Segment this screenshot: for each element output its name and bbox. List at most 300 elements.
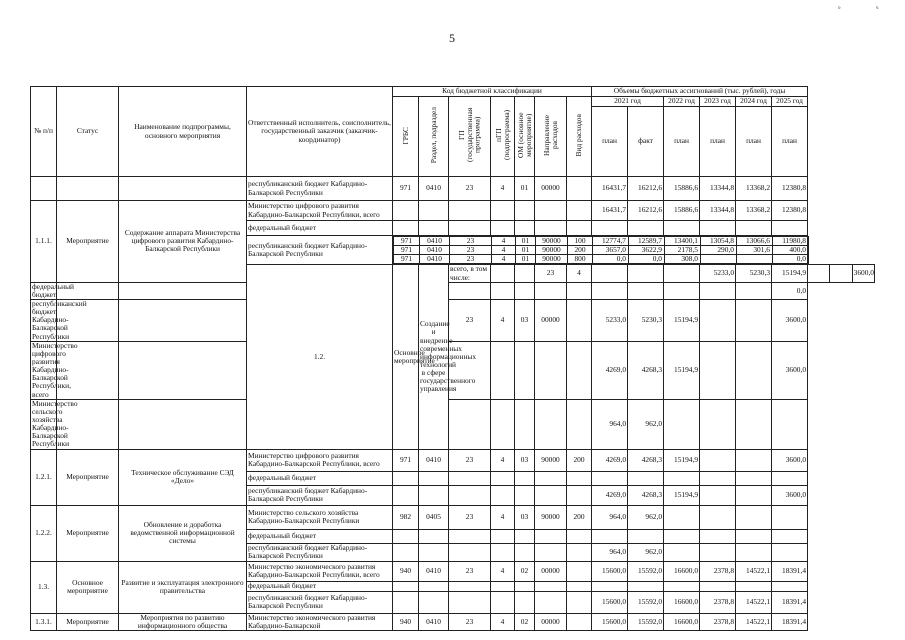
code-rz xyxy=(119,282,247,299)
value-cell xyxy=(736,282,772,299)
value-cell xyxy=(736,581,772,591)
code-om xyxy=(515,543,535,561)
code-rz xyxy=(419,471,449,485)
value-cell: 13054,8 xyxy=(701,237,737,246)
code-vr: 200 xyxy=(567,449,592,471)
value-cell: 15600,0 xyxy=(592,613,628,630)
value-cell: 2178,5 xyxy=(665,246,701,255)
code-nr: 00000 xyxy=(535,299,567,341)
code-om xyxy=(515,341,535,399)
header-kbk-napr: Направление расходов xyxy=(535,97,567,177)
header-year-2023: 2023 год xyxy=(700,97,736,107)
value-cell: 15194,9 xyxy=(664,299,700,341)
code-pgp xyxy=(491,543,515,561)
code-gp xyxy=(449,471,491,485)
value-cell: 15600,0 xyxy=(592,561,628,581)
value-cell: 2378,8 xyxy=(700,561,736,581)
table-body xyxy=(31,177,875,631)
row-executor: федеральный бюджет xyxy=(247,529,393,543)
value-cell: 18391,4 xyxy=(772,561,808,581)
page-number: 5 xyxy=(449,31,455,45)
value-cell: 13344,8 xyxy=(700,201,736,221)
code-om: 02 xyxy=(515,561,535,581)
header-fact: факт xyxy=(628,107,664,177)
header-status: Статус xyxy=(57,87,119,177)
code-vr xyxy=(567,341,592,399)
code-rz: 0405 xyxy=(419,505,449,529)
code-nr xyxy=(535,282,567,299)
code-gp xyxy=(449,543,491,561)
value-cell xyxy=(772,471,808,485)
code-om xyxy=(515,399,535,449)
value-cell xyxy=(592,581,628,591)
value-cell: 962,0 xyxy=(628,543,664,561)
row-num: 1.3.1. xyxy=(31,613,57,630)
code-rz xyxy=(515,265,535,282)
code-gp: 23 xyxy=(449,505,491,529)
header-num: № п/п xyxy=(31,87,57,177)
value-cell xyxy=(772,399,808,449)
code-vr xyxy=(567,177,592,201)
value-cell xyxy=(700,221,736,236)
sub-row xyxy=(394,255,809,264)
code-nr xyxy=(535,581,567,591)
code-rz: 0410 xyxy=(420,255,450,264)
value-cell xyxy=(664,543,700,561)
code-nr xyxy=(535,543,567,561)
value-cell xyxy=(664,505,700,529)
header-year-2025: 2025 год xyxy=(772,97,808,107)
code-rz xyxy=(419,581,449,591)
value-cell xyxy=(700,471,736,485)
value-cell xyxy=(664,399,700,449)
code-pgp: 4 xyxy=(492,237,516,246)
row-executor: федеральный бюджет xyxy=(247,471,393,485)
row-num xyxy=(31,177,57,201)
value-cell: 3600,0 xyxy=(772,341,808,399)
row-num: 1.2. xyxy=(247,265,393,449)
row-executor: федеральный бюджет xyxy=(32,281,74,299)
value-cell: 13066,6 xyxy=(737,237,773,246)
value-cell: 964,0 xyxy=(592,399,628,449)
value-cell: 16212,6 xyxy=(628,177,664,201)
header-year-2024: 2024 год xyxy=(736,97,772,107)
value-cell: 0,0 xyxy=(629,255,665,264)
value-cell xyxy=(664,471,700,485)
code-pgp: 4 xyxy=(491,299,515,341)
row-status xyxy=(57,177,119,201)
code-vr xyxy=(567,201,592,221)
code-gp: 23 xyxy=(449,177,491,201)
value-cell: 962,0 xyxy=(628,399,664,449)
value-cell: 4269,0 xyxy=(592,449,628,471)
code-pgp xyxy=(491,201,515,221)
value-cell: 4268,3 xyxy=(628,485,664,505)
row-executor: республиканский бюджет Кабардино-Балкарской Республики xyxy=(247,236,393,265)
row-name: Создание и внедрение современных информационных технологий в сфере государственного управления xyxy=(419,265,449,449)
value-cell xyxy=(736,485,772,505)
code-om xyxy=(515,282,535,299)
value-cell: 964,0 xyxy=(592,543,628,561)
value-cell: 18391,4 xyxy=(772,591,808,613)
value-cell xyxy=(700,581,736,591)
code-om: 01 xyxy=(515,177,535,201)
row-executor: республиканский бюджет Кабардино-Балкарской Республики xyxy=(247,485,393,505)
code-vr xyxy=(567,581,592,591)
table-row xyxy=(31,399,875,449)
value-cell xyxy=(628,471,664,485)
code-vr: 100 xyxy=(568,237,593,246)
code-gp xyxy=(449,282,491,299)
code-gp xyxy=(449,399,491,449)
value-cell: 14522,1 xyxy=(736,613,772,630)
value-cell xyxy=(628,282,664,299)
code-vr xyxy=(567,282,592,299)
code-om xyxy=(515,591,535,613)
code-vr xyxy=(567,485,592,505)
row-executor: Министерство цифрового развития Кабардино-Балкарской Республики, всего xyxy=(247,201,393,221)
code-om xyxy=(515,529,535,543)
value-cell: 0,0 xyxy=(772,282,808,299)
row-name xyxy=(119,177,247,201)
value-cell xyxy=(664,581,700,591)
code-vr xyxy=(567,529,592,543)
header-year-2022: 2022 год xyxy=(664,97,700,107)
code-rz xyxy=(119,341,247,399)
code-grbs xyxy=(491,265,515,282)
code-grbs xyxy=(393,581,419,591)
header-kbk: Код бюджетной классификации xyxy=(393,87,592,97)
code-nr xyxy=(535,471,567,485)
code-grbs: 971 xyxy=(394,255,420,264)
value-cell: 13344,8 xyxy=(700,177,736,201)
code-pgp xyxy=(491,221,515,236)
row-name: Техническое обслуживание СЭД «Дело» xyxy=(119,449,247,505)
code-rz xyxy=(419,543,449,561)
row-executor: федеральный бюджет xyxy=(247,221,393,236)
code-pgp xyxy=(491,282,515,299)
value-cell xyxy=(628,529,664,543)
header-executor: Ответственный исполнитель, соисполнитель, государственный заказчик (заказчик-координатор) xyxy=(247,87,393,177)
value-cell: 15600,0 xyxy=(592,591,628,613)
code-om: 03 xyxy=(515,505,535,529)
code-pgp: 4 xyxy=(567,265,592,282)
sub-row xyxy=(394,237,809,246)
code-nr xyxy=(535,399,567,449)
value-cell: 14522,1 xyxy=(736,561,772,581)
row-num: 1.3. xyxy=(31,561,57,613)
row-num: 1.1.1. xyxy=(31,201,57,283)
header-plan: план xyxy=(736,107,772,177)
corner-mark: ч xyxy=(876,6,879,11)
value-cell xyxy=(700,299,736,341)
code-grbs xyxy=(393,485,419,505)
row-status: Мероприятие xyxy=(57,613,119,630)
value-cell xyxy=(592,282,628,299)
code-nr xyxy=(535,485,567,505)
code-om: 02 xyxy=(515,613,535,630)
code-nr: 90000 xyxy=(536,246,568,255)
code-gp: 23 xyxy=(449,613,491,630)
code-rz xyxy=(419,591,449,613)
code-vr xyxy=(567,299,592,341)
code-nr: 00000 xyxy=(535,177,567,201)
row-status: Мероприятие xyxy=(57,505,119,561)
row-status: Основное мероприятие xyxy=(57,561,119,613)
value-cell: 16431,7 xyxy=(592,177,628,201)
row-name: Мероприятия по развитию информационного общества xyxy=(119,613,247,630)
code-rz xyxy=(119,299,247,341)
value-cell: 0,0 xyxy=(773,255,809,264)
sub-row xyxy=(394,246,809,255)
value-cell xyxy=(808,265,830,282)
row-executor: Министерство цифрового развития Кабардино-Балкарской Республики, всего xyxy=(32,340,78,399)
code-rz xyxy=(419,221,449,236)
code-pgp xyxy=(491,529,515,543)
value-cell xyxy=(772,529,808,543)
table-row xyxy=(31,449,875,471)
row-num: 1.2.2. xyxy=(31,505,57,561)
value-cell xyxy=(772,543,808,561)
header-year-2021: 2021 год xyxy=(592,97,664,107)
code-grbs: 971 xyxy=(394,237,420,246)
code-nr xyxy=(535,201,567,221)
code-pgp: 4 xyxy=(491,505,515,529)
code-gp: 23 xyxy=(450,246,492,255)
code-gp: 23 xyxy=(449,449,491,471)
code-om xyxy=(592,265,628,282)
value-cell xyxy=(700,399,736,449)
table-row xyxy=(31,613,875,630)
code-pgp: 4 xyxy=(491,177,515,201)
value-cell: 290,0 xyxy=(701,246,737,255)
value-cell: 13368,2 xyxy=(736,177,772,201)
code-om: 01 xyxy=(516,255,536,264)
value-cell xyxy=(736,299,772,341)
value-cell xyxy=(700,505,736,529)
value-cell xyxy=(700,282,736,299)
value-cell: 964,0 xyxy=(592,505,628,529)
code-nr xyxy=(535,221,567,236)
row-status: Мероприятие xyxy=(57,201,119,283)
code-nr xyxy=(535,529,567,543)
value-cell: 16600,0 xyxy=(664,613,700,630)
header-volumes: Объемы бюджетных ассигнований (тыс. рублей), годы xyxy=(592,87,808,97)
code-rz: 0410 xyxy=(419,449,449,471)
code-grbs xyxy=(393,591,419,613)
value-cell: 3622,9 xyxy=(629,246,665,255)
code-rz: 0410 xyxy=(420,237,450,246)
table-row xyxy=(31,505,875,529)
value-cell: 15886,6 xyxy=(664,177,700,201)
code-nr: 90000 xyxy=(536,237,568,246)
value-cell xyxy=(736,505,772,529)
value-cell: 4269,0 xyxy=(592,341,628,399)
value-cell xyxy=(772,505,808,529)
value-cell: 16212,6 xyxy=(628,201,664,221)
code-vr: 200 xyxy=(567,505,592,529)
code-om xyxy=(515,485,535,505)
table-row xyxy=(31,299,875,341)
row-executor: всего, в том числе: xyxy=(449,265,491,282)
row-executor: федеральный бюджет xyxy=(247,581,393,591)
value-cell xyxy=(736,399,772,449)
value-cell: 18391,4 xyxy=(772,613,808,630)
value-cell xyxy=(664,221,700,236)
value-cell xyxy=(772,221,808,236)
header-plan: план xyxy=(772,107,808,177)
code-vr xyxy=(664,265,700,282)
value-cell: 13368,2 xyxy=(736,201,772,221)
row-status: Мероприятие xyxy=(57,449,119,505)
row-executor: республиканский бюджет Кабардино-Балкарской Республики xyxy=(247,177,393,201)
value-cell xyxy=(628,221,664,236)
value-cell xyxy=(664,529,700,543)
header-kbk-razdel: Раздел, подраздел xyxy=(419,97,449,177)
value-cell xyxy=(700,449,736,471)
code-vr xyxy=(567,591,592,613)
header-name: Наименование подпрограммы, основного мероприятия xyxy=(119,87,247,177)
code-om xyxy=(515,221,535,236)
code-grbs xyxy=(393,543,419,561)
code-gp: 23 xyxy=(450,255,492,264)
code-rz: 0410 xyxy=(420,246,450,255)
code-vr: 800 xyxy=(568,255,593,264)
code-nr: 90000 xyxy=(535,505,567,529)
value-cell: 14522,1 xyxy=(736,591,772,613)
value-cell xyxy=(701,255,737,264)
code-om xyxy=(515,201,535,221)
header-kbk-gp: ГП (государственная программа) xyxy=(449,97,491,177)
table-row xyxy=(31,561,875,581)
code-grbs xyxy=(393,201,419,221)
value-cell xyxy=(700,341,736,399)
code-nr: 90000 xyxy=(535,449,567,471)
code-pgp: 4 xyxy=(491,561,515,581)
value-cell: 16431,7 xyxy=(592,201,628,221)
value-cell: 3657,0 xyxy=(593,246,629,255)
value-cell xyxy=(700,485,736,505)
code-om: 01 xyxy=(516,246,536,255)
row-name: Развитие и эксплуатация электронного правительства xyxy=(119,561,247,613)
code-vr xyxy=(567,613,592,630)
code-grbs xyxy=(393,221,419,236)
code-pgp: 4 xyxy=(491,613,515,630)
code-om: 03 xyxy=(515,299,535,341)
header-plan: план xyxy=(664,107,700,177)
code-pgp xyxy=(491,399,515,449)
table-header xyxy=(31,87,875,177)
code-nr xyxy=(628,265,664,282)
row-executor: республиканский бюджет Кабардино-Балкарской Республики xyxy=(247,543,393,561)
table-row xyxy=(31,282,875,299)
code-gp xyxy=(449,591,491,613)
code-vr xyxy=(567,221,592,236)
code-rz: 0410 xyxy=(419,561,449,581)
code-pgp xyxy=(491,341,515,399)
value-cell: 3600,0 xyxy=(852,265,874,282)
sub-rows-cell xyxy=(393,236,808,265)
value-cell: 3600,0 xyxy=(772,449,808,471)
code-nr: 00000 xyxy=(535,613,567,630)
code-rz xyxy=(419,529,449,543)
value-cell xyxy=(592,529,628,543)
code-rz: 0410 xyxy=(419,177,449,201)
code-gp: 23 xyxy=(449,561,491,581)
code-pgp: 4 xyxy=(492,255,516,264)
header-kbk-grbs: ГРБС xyxy=(393,97,419,177)
value-cell xyxy=(700,529,736,543)
row-name: Содержание аппарата Министерства цифрового развития Кабардино-Балкарской Республики xyxy=(119,201,247,283)
value-cell: 15886,6 xyxy=(664,201,700,221)
code-vr: 200 xyxy=(568,246,593,255)
value-cell: 15592,0 xyxy=(628,561,664,581)
value-cell: 3600,0 xyxy=(772,485,808,505)
value-cell: 962,0 xyxy=(628,505,664,529)
row-executor: Министерство экономического развития Кабардино-Балкарской xyxy=(247,613,393,630)
value-cell: 15592,0 xyxy=(628,613,664,630)
code-vr xyxy=(567,471,592,485)
header-kbk-pgp: пГП (подпрограмма) xyxy=(491,97,515,177)
code-gp: 23 xyxy=(450,237,492,246)
code-pgp xyxy=(491,581,515,591)
value-cell: 12589,7 xyxy=(629,237,665,246)
header-plan: план xyxy=(592,107,628,177)
code-om: 01 xyxy=(516,237,536,246)
code-rz xyxy=(119,399,247,449)
row-status: Основное мероприятие xyxy=(393,265,419,449)
value-cell: 15194,9 xyxy=(772,265,808,282)
value-cell: 308,0 xyxy=(665,255,701,264)
code-grbs: 971 xyxy=(394,246,420,255)
code-grbs xyxy=(393,471,419,485)
code-grbs: 982 xyxy=(393,505,419,529)
value-cell: 5233,0 xyxy=(700,265,736,282)
value-cell: 4268,3 xyxy=(628,449,664,471)
value-cell: 0,0 xyxy=(593,255,629,264)
header-kbk-om: ОМ (основное мероприятие) xyxy=(515,97,535,177)
code-om: 03 xyxy=(515,449,535,471)
corner-mark: о xyxy=(838,6,841,11)
table-row xyxy=(31,201,875,221)
value-cell xyxy=(700,543,736,561)
code-pgp xyxy=(491,471,515,485)
code-om xyxy=(515,471,535,485)
value-cell: 301,6 xyxy=(737,246,773,255)
code-gp xyxy=(449,221,491,236)
row-executor: республиканский бюджет Кабардино-Балкарской Республики xyxy=(32,298,87,341)
value-cell: 2378,8 xyxy=(700,613,736,630)
code-grbs xyxy=(393,529,419,543)
value-cell: 5230,3 xyxy=(628,299,664,341)
row-executor: Министерство сельского хозяйства Кабардино-Балкарской Республики xyxy=(32,398,78,449)
value-cell: 12380,8 xyxy=(772,201,808,221)
value-cell xyxy=(592,221,628,236)
code-grbs: 940 xyxy=(393,613,419,630)
code-nr xyxy=(535,591,567,613)
value-cell: 400,0 xyxy=(773,246,809,255)
code-rz xyxy=(419,201,449,221)
value-cell: 13400,1 xyxy=(665,237,701,246)
code-rz: 0410 xyxy=(419,613,449,630)
value-cell xyxy=(736,471,772,485)
code-gp: 23 xyxy=(535,265,567,282)
value-cell xyxy=(736,449,772,471)
value-cell: 3600,0 xyxy=(772,299,808,341)
code-grbs: 971 xyxy=(393,449,419,471)
code-gp xyxy=(449,529,491,543)
value-cell xyxy=(628,581,664,591)
